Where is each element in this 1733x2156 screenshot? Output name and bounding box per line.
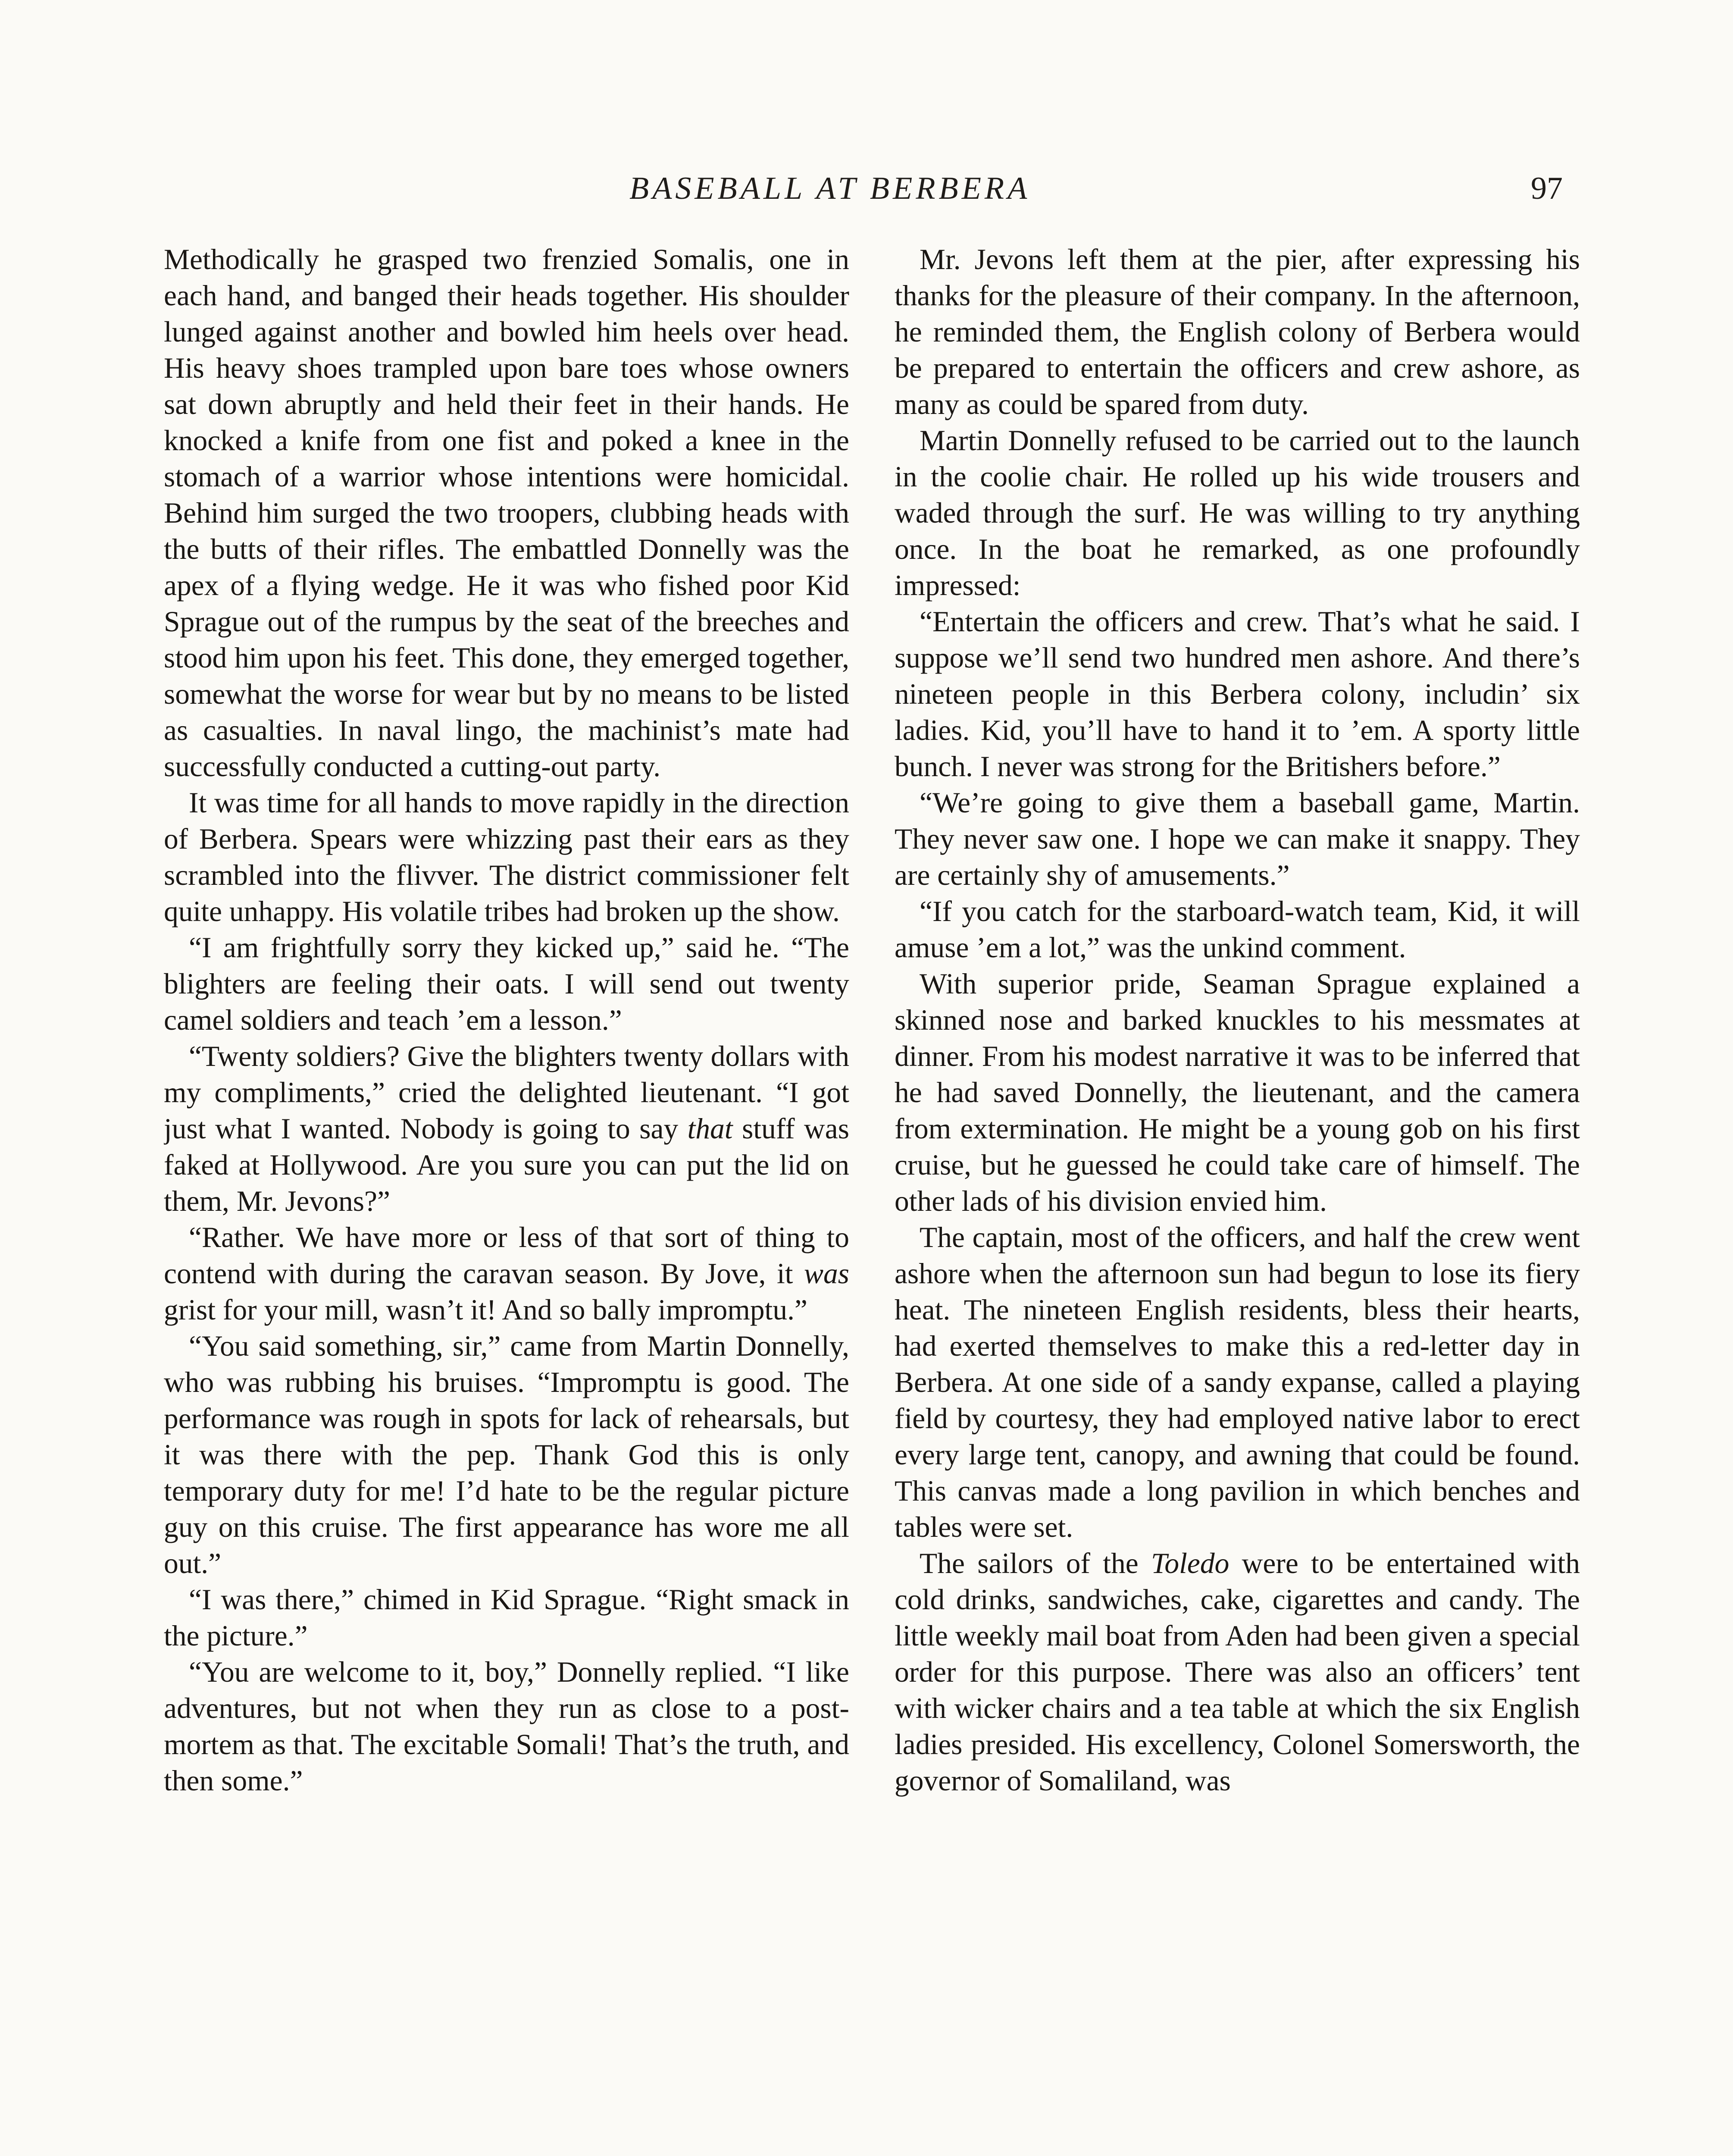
- paragraph: “I was there,” chimed in Kid Sprague. “Right smack in the picture.”: [164, 1583, 849, 1652]
- text-run: “Rather. We have more or less of that sort of thing to contend with during the caravan season. By Jove, it: [164, 1221, 849, 1290]
- paragraph: Mr. Jevons left them at the pier, after expressing his thanks for the pleasure of their company. In the afternoon, he reminded them, the English colony of Berbera would be prepared to entertain the officers and crew ashore, as many as could be spared from duty.: [895, 243, 1580, 420]
- italic-text: that: [687, 1112, 733, 1145]
- paragraph: “You said something, sir,” came from Martin Donnelly, who was rubbing his bruises. “Impromptu is good. The performance was rough in spots for lack of rehearsals, but it was there with the pep. Thank God this is only temporary duty for me! I’d hate to be the regular picture guy on this cruise. The first appearance has wore me all out.”: [164, 1330, 849, 1579]
- italic-text: Toledo: [1151, 1547, 1229, 1579]
- paragraph: Methodically he grasped two frenzied Somalis, one in each hand, and banged their heads together. His shoulder lunged against another and bowled him heels over head. His heavy shoes trampled upon bare toes whose owners sat down abruptly and held their feet in their hands. He knocked a knife from one fist and poked a knee in the stomach of a warrior whose intentions were homicidal. Behind him surged the two troopers, clubbing heads with the butts of their rifles. The embattled Donnelly was the apex of a flying wedge. He it was who fished poor Kid Sprague out of the rumpus by the seat of the breeches and stood him upon his feet. This done, they emerged together, somewhat the worse for wear but by no means to be listed as casualties. In naval lingo, the machinist’s mate had successfully conducted a cutting-out party.: [164, 243, 849, 783]
- paragraph: [164, 1038, 849, 1219]
- text-run: stuff was faked at Hollywood. Are you sure you can put the lid on them, Mr. Jevons?”: [164, 1112, 849, 1217]
- italic-text: was: [804, 1257, 849, 1290]
- paragraph: [164, 1219, 849, 1328]
- text-run: The sailors of the: [920, 1547, 1151, 1579]
- page-number: 97: [1531, 171, 1563, 206]
- paragraph: “If you catch for the starboard-watch team, Kid, it will amuse ’em a lot,” was the unkind comment.: [895, 895, 1580, 964]
- paragraph: “I am frightfully sorry they kicked up,” said he. “The blighters are feeling their oats. I will send out twenty camel soldiers and teach ’em a lesson.”: [164, 931, 849, 1036]
- paragraph: It was time for all hands to move rapidly in the direction of Berbera. Spears were whizzing past their ears as they scrambled into the flivver. The district commissioner felt quite unhappy. His volatile tribes had broken up the show.: [164, 787, 849, 928]
- left-column: [164, 241, 849, 2156]
- text-run: grist for your mill, wasn’t it! And so bally impromptu.”: [164, 1294, 808, 1326]
- text-run: “Twenty soldiers? Give the blighters twenty dollars with my compliments,” cried the delighted lieutenant. “I got just what I wanted. Nobody is going to say: [164, 1040, 849, 1145]
- paragraph: With superior pride, Seaman Sprague explained a skinned nose and barked knuckles to his messmates at dinner. From his modest narrative it was to be inferred that he had saved Donnelly, the lieutenant, and the camera from extermination. He might be a young gob on his first cruise, but he guessed he could take care of himself. The other lads of his division envied him.: [895, 968, 1580, 1217]
- paragraph: “You are welcome to it, boy,” Donnelly replied. “I like adventures, but not when they run as close to a post-mortem as that. The excitable Somali! That’s the truth, and then some.”: [164, 1656, 849, 1797]
- text-run: were to be entertained with cold drinks, sandwiches, cake, cigarettes and candy. The little weekly mail boat from Aden had been given a special order for this purpose. There was also an officers’ tent with wicker chairs and a tea table at which the six English ladies presided. His excellency, Colonel Somersworth, the governor of Somaliland, was: [895, 1547, 1580, 1797]
- paragraph: “We’re going to give them a baseball game, Martin. They never saw one. I hope we can make it snappy. They are certainly shy of amusements.”: [895, 787, 1580, 891]
- right-column: [895, 241, 1580, 2156]
- paragraph: “Entertain the officers and crew. That’s what he said. I suppose we’ll send two hundred men ashore. And there’s nineteen people in this Berbera colony, includin’ six ladies. Kid, you’ll have to hand it to ’em. A sporty little bunch. I never was strong for the Britishers before.”: [895, 605, 1580, 783]
- paragraph: The captain, most of the officers, and half the crew went ashore when the afternoon sun had begun to lose its fiery heat. The nineteen English residents, bless their hearts, had exerted themselves to make this a red-letter day in Berbera. At one side of a sandy expanse, called a playing field by courtesy, they had employed native labor to erect every large tent, canopy, and awning that could be found. This canvas made a long pavilion in which benches and tables were set.: [895, 1221, 1580, 1543]
- paragraph: [895, 1545, 1580, 1799]
- running-title: BASEBALL AT BERBERA: [629, 171, 1031, 206]
- paragraph: Martin Donnelly refused to be carried out to the launch in the coolie chair. He rolled up his wide trousers and waded through the surf. He was willing to try anything once. In the boat he remarked, as one profoundly impressed:: [895, 424, 1580, 602]
